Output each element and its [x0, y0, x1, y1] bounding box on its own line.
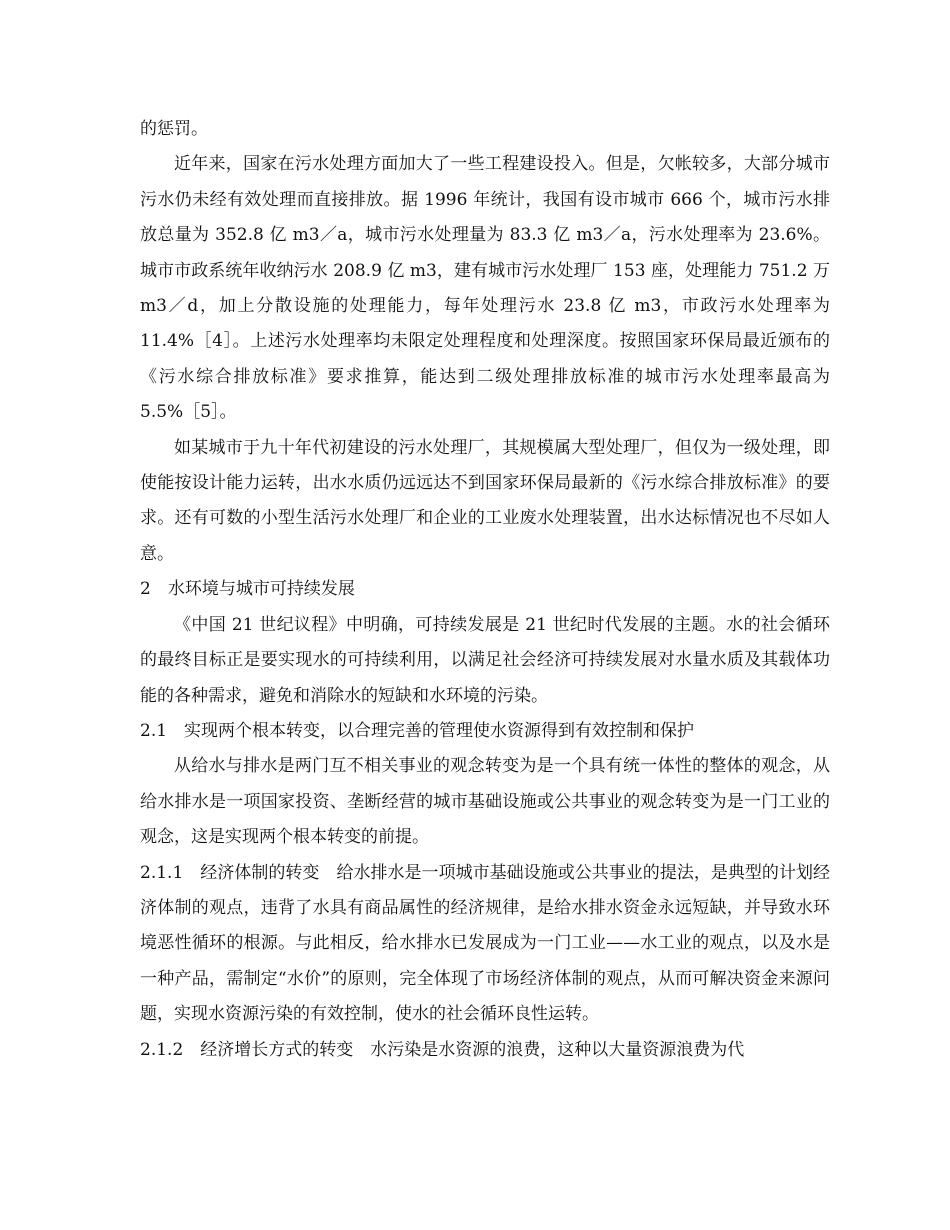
section-heading-2-1: 2.1 实现两个根本转变，以合理完善的管理使水资源得到有效控制和保护: [140, 720, 695, 741]
paragraph-city-plant-example: 如某城市于九十年代初建设的污水处理厂，其规模属大型处理厂，但仅为一级处理，即使能按设计能力运转，出水水质仍远远达不到国家环保局最新的《污水综合排放标准》的要求。还有可数的小型生活污水处理厂和企业的工业废水处理装置，出水达标情况也不尽如人意。: [140, 437, 830, 564]
section-2-1-2-growth-mode: 2.1.2 经济增长方式的转变 水污染是水资源的浪费，这种以大量资源浪费为代: [140, 1039, 745, 1060]
section-2-1-1-economic-system: 2.1.1 经济体制的转变 给水排水是一项城市基础设施或公共事业的提法，是典型的计划经济体制的观点，违背了水具有商品属性的经济规律，是给水排水资金永远短缺，并导致水环境恶性循环的根源。与此相反，给水排水已发展成为一门工业——水工业的观点，以及水是一种产品，需制定“水价”的原则，完全体现了市场经济体制的观点，从而可解决资金来源问题，实现水资源污染的有效控制，使水的社会循环良性运转。: [140, 862, 830, 1025]
paragraph-agenda-21: 《中国 21 世纪议程》中明确，可持续发展是 21 世纪时代发展的主题。水的社会循环的最终目标正是要实现水的可持续利用，以满足社会经济可持续发展对水量水质及其载体功能的各种需求，避免和消除水的短缺和水环境的污染。: [140, 614, 830, 706]
paragraph-two-transformations: 从给水与排水是两门互不相关事业的观念转变为是一个具有统一体性的整体的观念，从给水排水是一项国家投资、垄断经营的城市基础设施或公共事业的观念转变为是一门工业的观念，这是实现两个根本转变的前提。: [140, 756, 830, 848]
document-page: [140, 112, 830, 1068]
paragraph-sewage-statistics: 近年来，国家在污水处理方面加大了一些工程建设投入。但是，欠帐较多，大部分城市污水仍未经有效处理而直接排放。据 1996 年统计，我国有设市城市 666 个，城市污水排放总量为 352.8 亿 m3／a，城市污水处理量为 83.3 亿 m3／a，污水处理率为 23.6%。城市市政系统年收纳污水 208.9 亿 m3，建有城市污水处理厂 153 座，处理能力 751.2 万 m3／d，加上分散设施的处理能力，每年处理污水 23.8 亿 m3，市政污水处理率为 11.4%［4］。上述污水处理率均未限定处理程度和处理深度。按照国家环保局最近颁布的《污水综合排放标准》要求推算，能达到二级处理排放标准的城市污水处理率最高为 5.5%［5］。: [140, 154, 830, 423]
paragraph-continuation: 的惩罚。: [140, 119, 208, 139]
section-heading-2: 2 水环境与城市可持续发展: [140, 579, 355, 600]
